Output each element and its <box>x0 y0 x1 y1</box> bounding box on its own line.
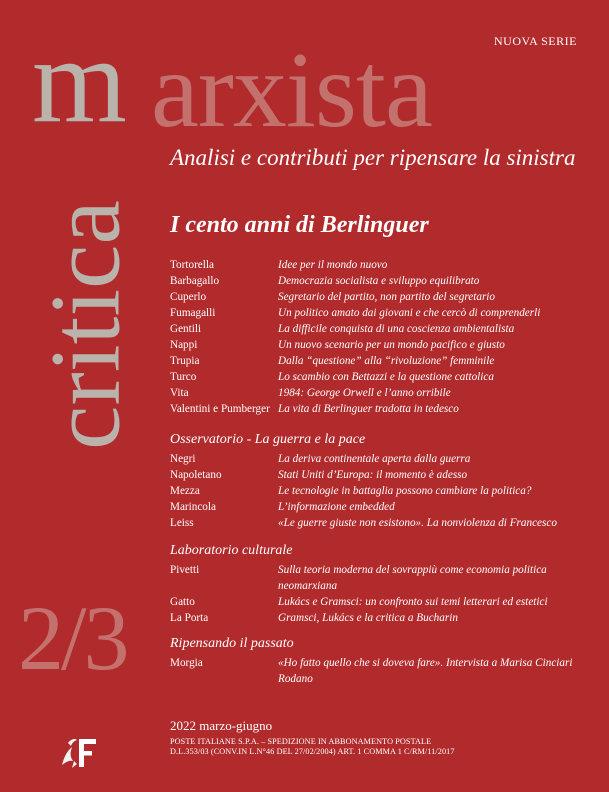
article-title: Segretario del partito, non partito del segretario <box>278 291 496 303</box>
author: Barbagallo <box>170 275 220 287</box>
table-row <box>170 467 595 483</box>
masthead-rest: arxista <box>151 31 432 150</box>
section-title: Laboratorio culturale <box>170 543 293 558</box>
author: Trupia <box>170 355 200 367</box>
table-row <box>170 369 595 385</box>
article-title: Dalla “questione” alla “rivoluzione” femminile <box>278 355 495 367</box>
article-title: Stati Uniti d’Europa: il momento è adesso <box>278 469 468 481</box>
section-laboratorio <box>170 543 595 626</box>
article-title: Un nuovo scenario per un mondo pacifico e giusto <box>278 339 505 351</box>
author: Mezza <box>170 485 200 497</box>
section-osservatorio <box>170 432 595 531</box>
article-title: Un politico amato dai giovani e che cercò di comprenderli <box>278 307 541 319</box>
author: Gatto <box>170 596 195 608</box>
article-title: L’informazione embedded <box>278 501 395 513</box>
table-row <box>170 385 595 401</box>
article-title: Gramsci, Lukács e la critica a Bucharin <box>278 612 458 624</box>
table-row <box>170 594 595 610</box>
article-title: Idee per il mondo nuovo <box>278 259 388 271</box>
table-row <box>170 305 595 321</box>
main-article-list <box>170 257 595 417</box>
table-row <box>170 499 595 515</box>
table-row <box>170 273 595 289</box>
table-row <box>170 321 595 337</box>
vertical-title-wrap <box>29 170 141 480</box>
issue-number: 2/3 <box>18 587 127 689</box>
section-ripensando <box>170 636 595 687</box>
article-title: La difficile conquista di una coscienza ambientalista <box>278 323 515 335</box>
table-row <box>170 655 595 687</box>
table-row <box>170 257 595 273</box>
author: Morgia <box>170 657 203 669</box>
article-title: Lo scambio con Bettazzi e la questione cattolica <box>278 371 494 383</box>
table-row <box>170 451 595 467</box>
author: Negri <box>170 453 196 465</box>
article-title: La deriva continentale aperta dalla guerra <box>278 453 471 465</box>
author: Leiss <box>170 517 194 529</box>
publisher-logo-icon <box>58 735 100 771</box>
table-row <box>170 289 595 305</box>
table-row <box>170 353 595 369</box>
article-title: Le tecnologie in battaglia possono cambiare la politica? <box>278 485 532 497</box>
author: Cuperlo <box>170 291 207 303</box>
author: Turco <box>170 371 197 383</box>
table-row <box>170 337 595 353</box>
series-label: NUOVA SERIE <box>494 34 577 48</box>
postal-line: POSTE ITALIANE S.P.A. – SPEDIZIONE IN ABBONAMENTO POSTALE <box>170 737 432 746</box>
table-row <box>170 610 595 626</box>
author: Marincola <box>170 501 216 513</box>
table-row <box>170 515 595 531</box>
article-title: «Ho fatto quello che si doveva fare». Intervista a Marisa Cinciari Rodano <box>278 657 573 685</box>
postal-line: D.L.353/03 (CONV.IN L.N°46 DEL 27/02/2004) ART. 1 COMMA 1 C/RM/11/2017 <box>170 747 455 756</box>
author: Napoletano <box>170 469 222 481</box>
article-title: 1984: George Orwell e l’anno orribile <box>278 387 451 399</box>
article-title: La vita di Berlinguer tradotta in tedesco <box>278 403 459 415</box>
table-row <box>170 562 595 594</box>
article-title: Sulla teoria moderna del sovrappiù come economia politica neomarxiana <box>278 564 547 592</box>
section-title: Ripensando il passato <box>170 636 294 651</box>
author: La Porta <box>170 612 209 624</box>
author: Pivetti <box>170 564 200 576</box>
author: Nappi <box>170 339 198 351</box>
author: Gentili <box>170 323 202 335</box>
masthead-initial: m <box>32 13 127 148</box>
vertical-title: critica <box>29 200 141 450</box>
article-title: «Le guerre giuste non esistono». La nonviolenza di Francesco <box>278 517 557 529</box>
main-heading: I cento anni di Berlinguer <box>170 212 429 238</box>
article-title: Lukács e Gramsci: un confronto sui temi letterari ed estetici <box>278 596 548 608</box>
section-title: Osservatorio - La guerra e la pace <box>170 432 366 447</box>
article-title: Democrazia socialista e sviluppo equilibrato <box>278 275 480 287</box>
postal-info <box>170 737 590 757</box>
tagline: Analisi e contributi per ripensare la sinistra <box>170 145 576 170</box>
author: Tortorella <box>170 259 214 271</box>
author: Valentini e Pumberger <box>170 403 270 415</box>
table-row <box>170 401 595 417</box>
author: Fumagalli <box>170 307 216 319</box>
author: Vita <box>170 387 189 399</box>
table-row <box>170 483 595 499</box>
issue-date: 2022 marzo-giugno <box>170 718 273 733</box>
